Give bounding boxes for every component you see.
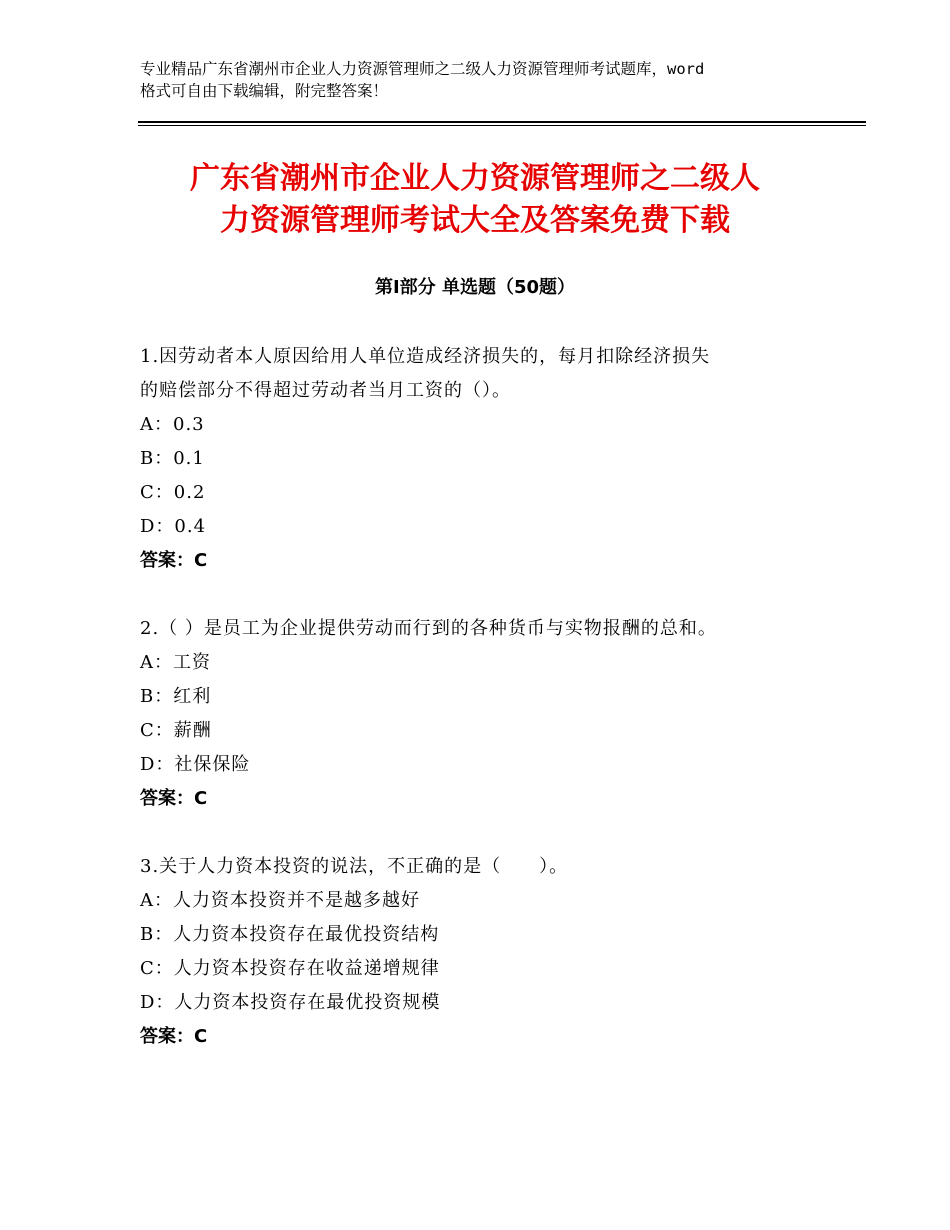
question-option-c: C：薪酬: [140, 720, 212, 741]
header-rule-thin: [138, 125, 866, 126]
question-stem-line-2: 的赔偿部分不得超过劳动者当月工资的（）。: [140, 380, 511, 401]
question-stem-line-1: 3.关于人力资本投资的说法，不正确的是（ ）。: [140, 856, 569, 877]
header-rule-thick: [138, 121, 866, 123]
question-spacer: [140, 816, 820, 850]
question-option-a: A：工资: [140, 652, 211, 673]
question-spacer: [140, 578, 820, 612]
question-option-b: B：0.1: [140, 448, 205, 469]
document-title-line-1: 广东省潮州市企业人力资源管理师之二级人: [190, 161, 760, 196]
question-3: [140, 850, 820, 1054]
header-note-line-1: 专业精品广东省潮州市企业人力资源管理师之二级人力资源管理师考试题库，word: [140, 60, 705, 78]
question-option-a: A：0.3: [140, 414, 205, 435]
header-note-line-2: 格式可自由下载编辑，附完整答案！: [140, 82, 389, 100]
section-title: 第Ⅰ部分 单选题（50题）: [374, 277, 575, 298]
question-option-b: B：红利: [140, 686, 212, 707]
question-option-b: B：人力资本投资存在最优投资结构: [140, 924, 440, 945]
question-option-d: D：0.4: [140, 516, 207, 537]
question-answer: 答案：C: [140, 1026, 208, 1047]
question-option-c: C：0.2: [140, 482, 206, 503]
question-stem-line-1: 2.（ ）是员工为企业提供劳动而行到的各种货币与实物报酬的总和。: [140, 618, 717, 639]
document-title: [130, 158, 820, 242]
question-answer: 答案：C: [140, 550, 208, 571]
question-option-d: D：人力资本投资存在最优投资规模: [140, 992, 441, 1013]
question-option-d: D：社保保险: [140, 754, 251, 775]
question-option-a: A：人力资本投资并不是越多越好: [140, 890, 420, 911]
header-note: [140, 58, 840, 102]
question-1: [140, 340, 820, 578]
question-2: [140, 612, 820, 816]
question-stem-line-1: 1.因劳动者本人原因给用人单位造成经济损失的，每月扣除经济损失: [140, 346, 711, 367]
document-title-line-2: 力资源管理师考试大全及答案免费下载: [220, 203, 730, 238]
question-option-c: C：人力资本投资存在收益递增规律: [140, 958, 440, 979]
question-list: [140, 340, 820, 1054]
question-answer: 答案：C: [140, 788, 208, 809]
